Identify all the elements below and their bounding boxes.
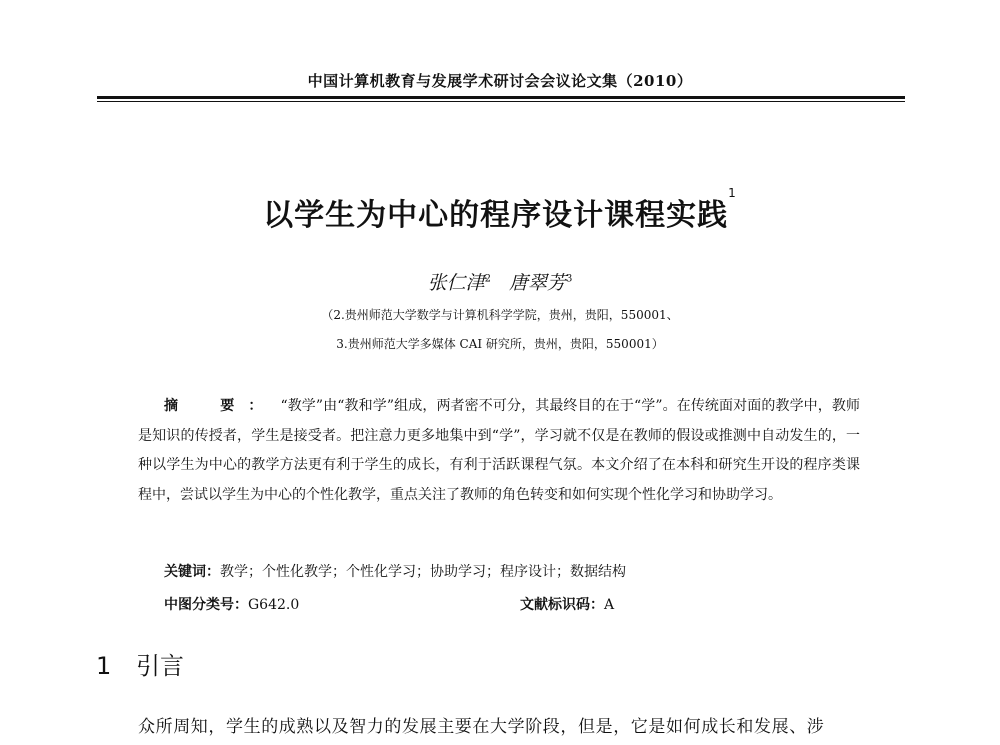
section-heading <box>96 646 184 681</box>
document-id-label: 文献标识码： <box>520 597 604 613</box>
section-title: 引言 <box>136 652 184 680</box>
abstract-label: 摘 要： <box>164 398 277 414</box>
paper-title <box>0 186 1000 234</box>
header-rule-thin <box>97 101 905 102</box>
affiliation-line: （2.贵州师范大学数学与计算机科学学院，贵州，贵阳，550001、 <box>321 308 679 322</box>
affiliation-line: 3.贵州师范大学多媒体 CAI 研究所，贵州，贵阳，550001） <box>336 337 664 351</box>
classification-number <box>164 594 299 614</box>
body-paragraph-line: 众所周知，学生的成熟以及智力的发展主要在大学阶段，但是，它是如何成长和发展、涉 <box>138 717 825 737</box>
classification-label: 中图分类号： <box>164 597 248 613</box>
author-name: 唐翠芳 <box>509 272 567 294</box>
title-footnote-mark: 1 <box>728 186 737 200</box>
abstract <box>138 392 860 510</box>
author-affiliation-mark: 2 <box>484 273 491 285</box>
document-id-value: A <box>604 597 615 613</box>
document-id-code <box>520 594 614 614</box>
abstract-text: “教学”由“教和学”组成，两者密不可分，其最终目的在于“学”。在传统面对面的教学中，教师是知识的传授者，学生是接受者。把注意力更多地集中到“学”，学习就不仅是在教师的假设或推测中自动发生的，一种以学生为中心的教学方法更有利于学生的成长，有利于活跃课程气氛。本文介绍了在本科和研究生开设的程序类课程中，尝试以学生为中心的个性化教学，重点关注了教师的角色转变和如何实现个性化学习和协助学习。 <box>138 398 860 503</box>
keywords-text: 教学；个性化教学；个性化学习；协助学习；程序设计；数据结构 <box>220 564 626 580</box>
keywords-label: 关键词： <box>164 564 220 580</box>
classification-value: G642.0 <box>248 597 300 613</box>
keywords <box>164 561 864 581</box>
section-number: 1 <box>96 652 112 680</box>
paper-title-text: 以学生为中心的程序设计课程实践 <box>263 198 729 233</box>
author-affiliation-mark: 3 <box>566 273 573 285</box>
author-line <box>0 268 1000 295</box>
running-header: 中国计算机教育与发展学术研讨会会议论文集（2010） <box>307 72 693 90</box>
author-name: 张仁津 <box>427 272 485 294</box>
header-rule-thick <box>97 96 905 99</box>
